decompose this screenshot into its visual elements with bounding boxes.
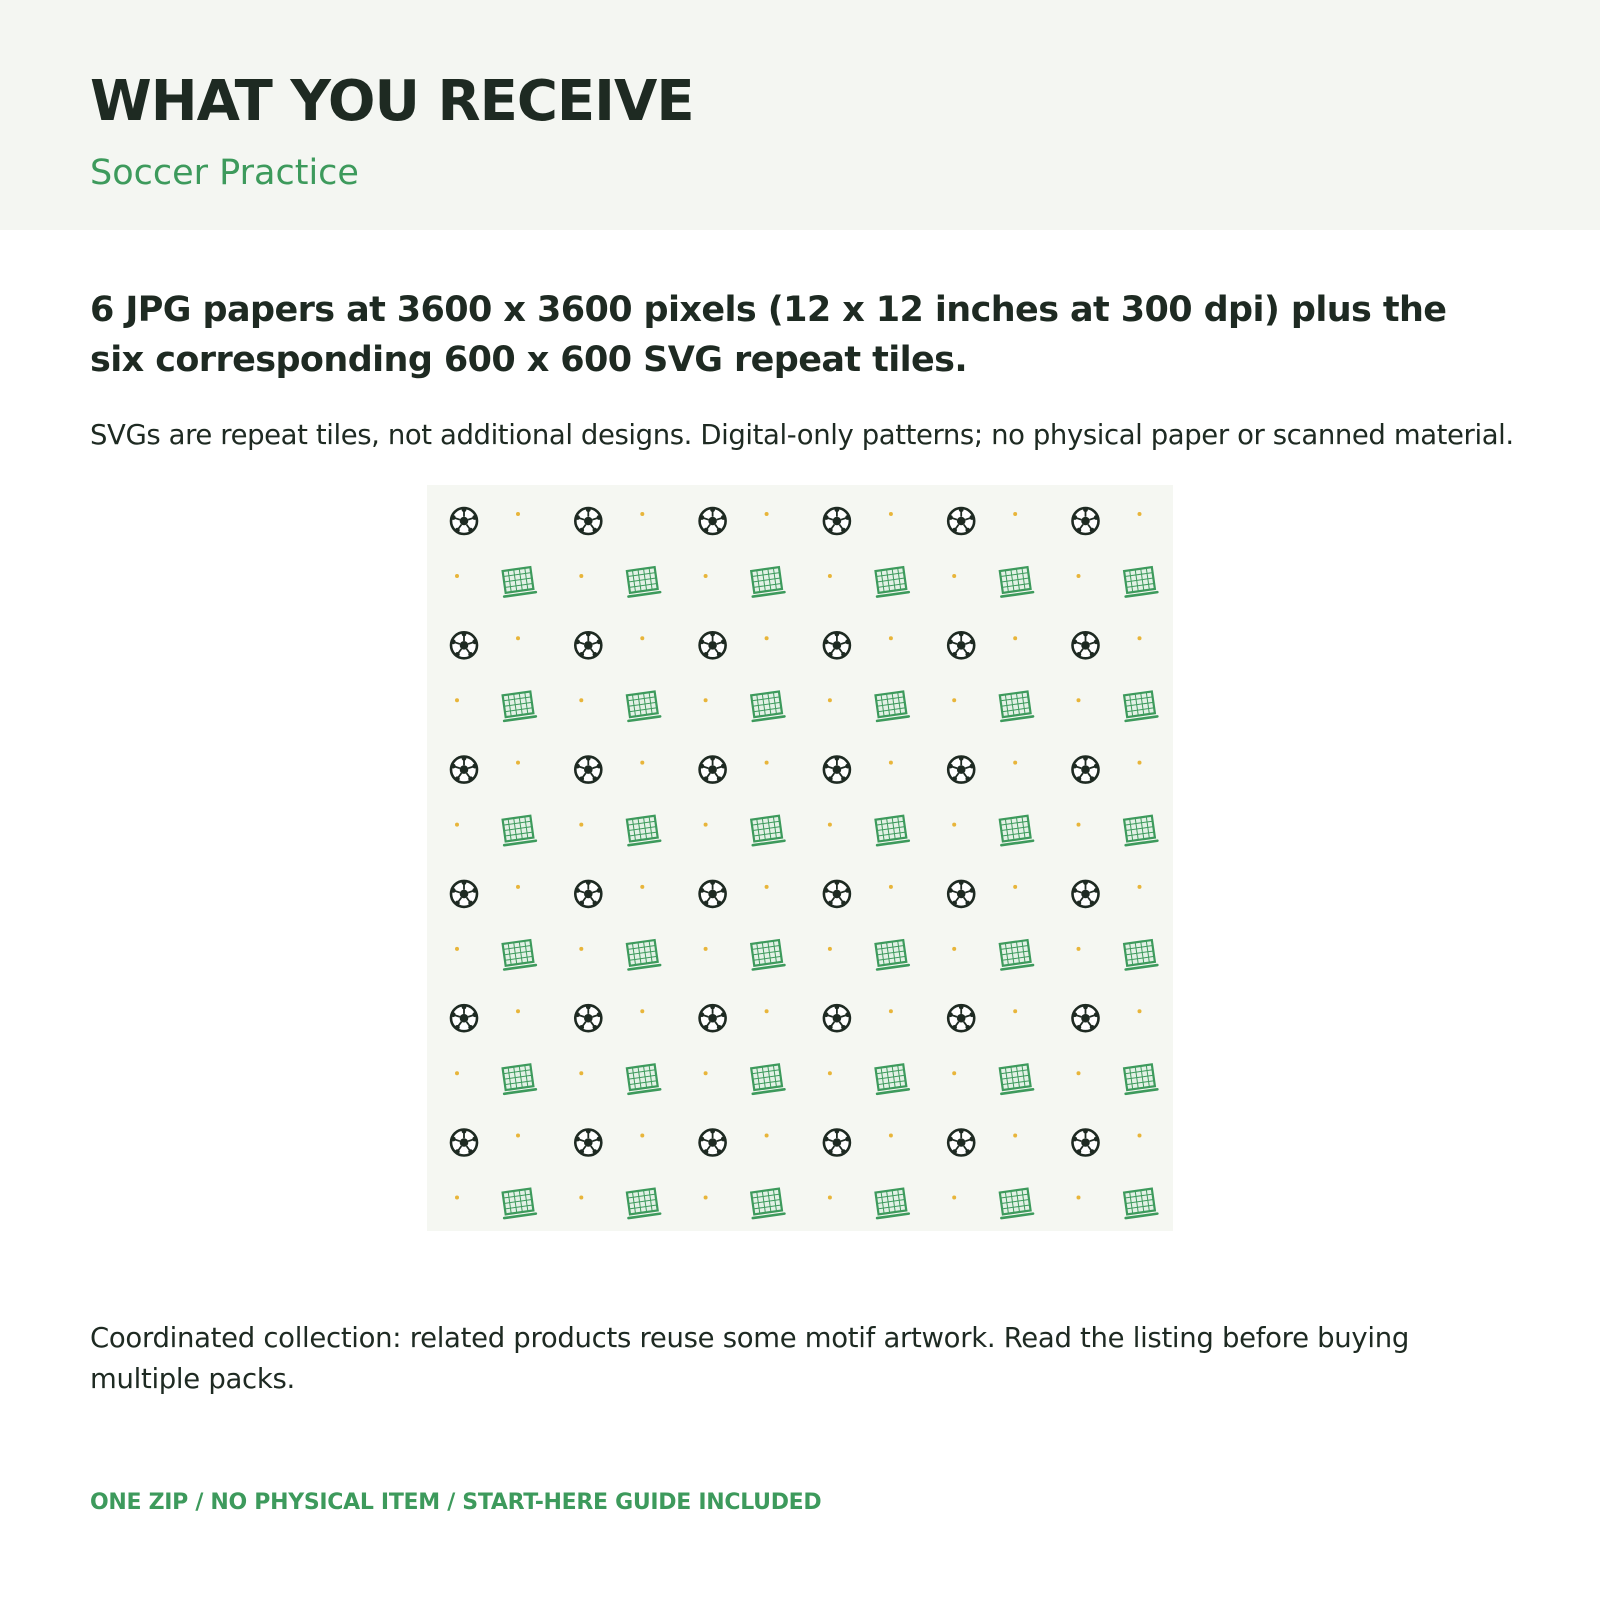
goal-net-icon (749, 815, 784, 845)
dot-motif (516, 1009, 520, 1013)
soccer-ball-icon (1072, 632, 1098, 659)
dot-motif (579, 823, 583, 827)
dot-motif (889, 512, 893, 516)
dot-motif (889, 761, 893, 765)
dot-motif (579, 947, 583, 951)
soccer-ball-icon (575, 1129, 601, 1156)
soccer-ball-icon (575, 880, 601, 907)
dot-motif (640, 512, 644, 516)
dot-motif (828, 574, 832, 578)
soccer-ball-icon (1072, 1005, 1098, 1032)
dot-motif (1013, 1009, 1017, 1013)
dot-motif (765, 512, 769, 516)
goal-net-icon (874, 1064, 909, 1094)
dot-motif (952, 1196, 956, 1200)
soccer-ball-icon (948, 1129, 974, 1156)
goal-net-icon (749, 691, 784, 721)
dot-motif (952, 1071, 956, 1075)
goal-net-icon (501, 940, 536, 970)
goal-net-icon (998, 1188, 1033, 1218)
dot-motif (704, 823, 708, 827)
deliverables-headline: 6 JPG papers at 3600 x 3600 pixels (12 x 12 inches at 300 dpi) plus the six corresponding 600 x 600 SVG repeat tiles. (90, 290, 1447, 380)
product-subtitle: Soccer Practice (90, 153, 359, 193)
svg-note: SVGs are repeat tiles, not additional designs. Digital-only patterns; no physical paper or scanned material. (90, 419, 1514, 451)
soccer-ball-icon (824, 507, 850, 534)
dot-motif (516, 636, 520, 640)
dot-motif (765, 1134, 769, 1138)
goal-net-icon (749, 1188, 784, 1218)
soccer-ball-icon (824, 1005, 850, 1032)
dot-motif (765, 1009, 769, 1013)
dot-motif (828, 1196, 832, 1200)
dot-motif (1013, 761, 1017, 765)
dot-motif (1077, 574, 1081, 578)
goal-net-icon (874, 1188, 909, 1218)
soccer-ball-icon (699, 632, 725, 659)
dot-motif (952, 823, 956, 827)
soccer-ball-icon (451, 632, 477, 659)
goal-net-icon (998, 691, 1033, 721)
dot-motif (765, 636, 769, 640)
goal-net-icon (501, 691, 536, 721)
dot-motif (516, 1134, 520, 1138)
soccer-ball-icon (699, 1129, 725, 1156)
dot-motif (455, 698, 459, 702)
soccer-ball-icon (451, 1005, 477, 1032)
goal-net-icon (625, 940, 660, 970)
goal-net-icon (625, 1064, 660, 1094)
soccer-ball-icon (948, 632, 974, 659)
dot-motif (1138, 761, 1142, 765)
dot-motif (1138, 1134, 1142, 1138)
dot-motif (1013, 636, 1017, 640)
dot-motif (704, 1196, 708, 1200)
dot-motif (704, 1071, 708, 1075)
soccer-ball-icon (948, 507, 974, 534)
goal-net-icon (998, 567, 1033, 597)
dot-motif (1013, 512, 1017, 516)
dot-motif (579, 1071, 583, 1075)
goal-net-icon (998, 940, 1033, 970)
soccer-ball-icon (824, 756, 850, 783)
goal-net-icon (625, 691, 660, 721)
header-band (0, 0, 1600, 230)
dot-motif (640, 885, 644, 889)
dot-motif (828, 947, 832, 951)
goal-net-icon (1122, 567, 1157, 597)
dot-motif (455, 574, 459, 578)
dot-motif (579, 698, 583, 702)
dot-motif (579, 1196, 583, 1200)
page-title: WHAT YOU RECEIVE (90, 69, 694, 134)
soccer-ball-icon (575, 632, 601, 659)
soccer-ball-icon (824, 632, 850, 659)
goal-net-icon (998, 1064, 1033, 1094)
soccer-ball-icon (824, 1129, 850, 1156)
dot-motif (765, 761, 769, 765)
dot-motif (1077, 1196, 1081, 1200)
soccer-ball-icon (451, 1129, 477, 1156)
soccer-ball-icon (451, 756, 477, 783)
dot-motif (704, 574, 708, 578)
goal-net-icon (501, 1064, 536, 1094)
dot-motif (579, 574, 583, 578)
goal-net-icon (1122, 940, 1157, 970)
collection-note: Coordinated collection: related products reuse some motif artwork. Read the listing before buying multiple packs. (90, 1322, 1410, 1395)
dot-motif (1077, 1071, 1081, 1075)
soccer-ball-icon (575, 1005, 601, 1032)
goal-net-icon (749, 940, 784, 970)
dot-motif (704, 698, 708, 702)
dot-motif (516, 885, 520, 889)
soccer-ball-icon (699, 1005, 725, 1032)
dot-motif (640, 1009, 644, 1013)
soccer-ball-icon (451, 880, 477, 907)
soccer-ball-icon (699, 507, 725, 534)
dot-motif (1013, 1134, 1017, 1138)
goal-net-icon (874, 567, 909, 597)
dot-motif (889, 1134, 893, 1138)
dot-motif (455, 823, 459, 827)
dot-motif (1138, 1009, 1142, 1013)
dot-motif (640, 636, 644, 640)
soccer-ball-icon (699, 880, 725, 907)
dot-motif (889, 636, 893, 640)
goal-net-icon (1122, 691, 1157, 721)
goal-net-icon (874, 815, 909, 845)
goal-net-icon (501, 815, 536, 845)
goal-net-icon (501, 567, 536, 597)
dot-motif (1077, 698, 1081, 702)
soccer-ball-icon (824, 880, 850, 907)
goal-net-icon (625, 1188, 660, 1218)
goal-net-icon (749, 567, 784, 597)
dot-motif (952, 947, 956, 951)
goal-net-icon (998, 815, 1033, 845)
dot-motif (952, 574, 956, 578)
dot-motif (1138, 512, 1142, 516)
goal-net-icon (501, 1188, 536, 1218)
goal-net-icon (1122, 1188, 1157, 1218)
pattern-preview (427, 485, 1173, 1231)
dot-motif (1138, 885, 1142, 889)
soccer-ball-icon (1072, 1129, 1098, 1156)
footer-tagline: ONE ZIP / NO PHYSICAL ITEM / START-HERE GUIDE INCLUDED (90, 1490, 822, 1515)
soccer-ball-icon (948, 1005, 974, 1032)
dot-motif (640, 1134, 644, 1138)
goal-net-icon (1122, 1064, 1157, 1094)
soccer-ball-icon (948, 880, 974, 907)
goal-net-icon (749, 1064, 784, 1094)
dot-motif (704, 947, 708, 951)
dot-motif (828, 1071, 832, 1075)
dot-motif (828, 698, 832, 702)
dot-motif (1138, 636, 1142, 640)
dot-motif (640, 761, 644, 765)
dot-motif (889, 1009, 893, 1013)
goal-net-icon (1122, 815, 1157, 845)
dot-motif (765, 885, 769, 889)
pattern-preview-image (427, 485, 1173, 1231)
soccer-ball-icon (575, 507, 601, 534)
goal-net-icon (625, 815, 660, 845)
dot-motif (516, 512, 520, 516)
soccer-ball-icon (1072, 756, 1098, 783)
dot-motif (889, 885, 893, 889)
dot-motif (1077, 947, 1081, 951)
dot-motif (455, 947, 459, 951)
dot-motif (1077, 823, 1081, 827)
goal-net-icon (625, 567, 660, 597)
dot-motif (455, 1196, 459, 1200)
goal-net-icon (874, 691, 909, 721)
dot-motif (516, 761, 520, 765)
soccer-ball-icon (948, 756, 974, 783)
dot-motif (828, 823, 832, 827)
dot-motif (1013, 885, 1017, 889)
soccer-ball-icon (699, 756, 725, 783)
dot-motif (952, 698, 956, 702)
soccer-ball-icon (1072, 507, 1098, 534)
goal-net-icon (874, 940, 909, 970)
soccer-ball-icon (575, 756, 601, 783)
soccer-ball-icon (1072, 880, 1098, 907)
dot-motif (455, 1071, 459, 1075)
soccer-ball-icon (451, 507, 477, 534)
